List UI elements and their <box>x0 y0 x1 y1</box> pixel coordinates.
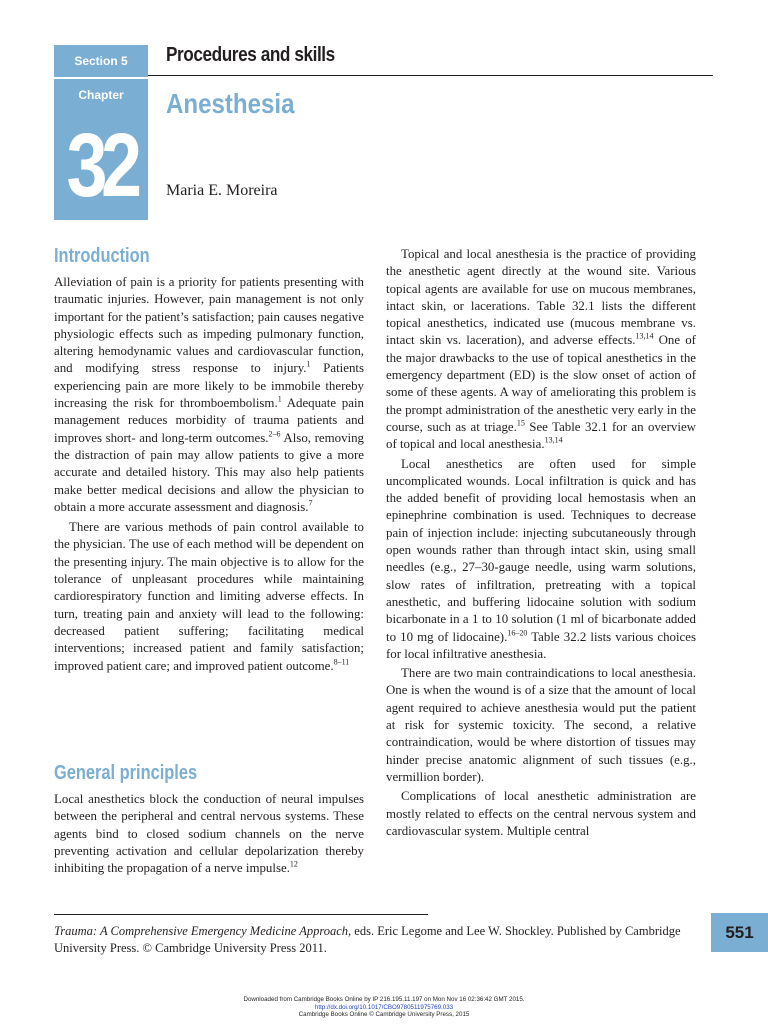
text-run: Also, removing the distraction of pain may allow patients to give a more accurate and detailed history. This may also help patients make better medical decisions and allow the physician to obtain a more accurate assessment and diagnosis. <box>54 430 364 514</box>
citation-ref: 1 <box>277 394 282 404</box>
intro-paragraph-2 <box>54 519 364 675</box>
right-paragraph-1 <box>386 246 696 454</box>
chapter-label: Chapter <box>78 88 124 102</box>
download-notice <box>0 996 768 1019</box>
text-run: Adequate pain management reduces morbidity of trauma patients and improves short- and long-term outcomes. <box>54 396 364 445</box>
book-title: Trauma: A Comprehensive Emergency Medicine Approach <box>54 924 349 938</box>
citation-footer <box>54 923 696 957</box>
author-name: Maria E. Moreira <box>166 182 278 199</box>
general-principles-text <box>54 791 364 877</box>
general-principles-heading: General principles <box>54 762 198 784</box>
right-paragraph-2 <box>386 456 696 664</box>
citation-text: , eds. Eric Legome and Lee W. Shockley. Published by Cambridge University Press. © Cambridge University Press 2011. <box>54 924 681 955</box>
right-paragraph-3: There are two main contraindications to local anesthesia. One is when the wound is of a size that the amount of local agent required to achieve anesthesia would put the patient at risk for systemic toxicity. The second, a relative contraindication, would be where distortion of tissues may hinder precise anatomic alignment of such tissues (e.g., vermillion border). <box>386 666 696 784</box>
header-rule <box>148 75 713 76</box>
chapter-box <box>54 79 148 220</box>
page-number: 551 <box>725 922 754 942</box>
citation-ref: 13,14 <box>544 435 563 445</box>
footer-rule <box>54 914 428 915</box>
copyright-line: Cambridge Books Online © Cambridge University Press, 2015 <box>298 1011 470 1018</box>
right-column-text <box>386 246 696 840</box>
text-run: There are various methods of pain control available to the physician. The use of each method will be dependent on the presenting injury. The main objective is to allow for the tolerance of unpleasant procedures while maintaining cardiorespiratory function and limiting adverse effects. In turn, treating pain and anxiety will lead to the following: decreased patient suffering; facilitating medical interventions; increased patient and family satisfaction; improved patient care; and improved patient outcome. <box>54 520 364 673</box>
text-run: Alleviation of pain is a priority for patients presenting with traumatic injuries. However, pain management is not only important for the patient’s satisfaction; pain causes negative physiologic effects such as impeding pulmonary function, altering hemodynamic values and cardiovascular function, and modifying stress response to injury. <box>54 275 364 376</box>
text-run: See Table 32.1 for an overview of topical and local anesthesia. <box>386 419 696 452</box>
chapter-number: 32 <box>66 116 136 216</box>
citation-ref: 13,14 <box>635 332 654 342</box>
right-paragraph-4: Complications of local anesthetic administration are mostly related to effects on the central nervous system and cardiovascular system. Multiple central <box>386 789 696 838</box>
introduction-heading: Introduction <box>54 245 150 267</box>
page-number-box <box>711 913 768 952</box>
citation-ref: 7 <box>308 498 313 508</box>
section-label-box <box>54 45 148 77</box>
text-run: Table 32.2 lists various choices for local infiltrative anesthesia. <box>386 629 697 661</box>
citation-ref: 16–20 <box>507 628 528 638</box>
citation-ref: 12 <box>289 859 298 869</box>
section-title: Procedures and skills <box>166 44 335 66</box>
gp-paragraph-1 <box>54 791 364 877</box>
download-line: Downloaded from Cambridge Books Online by IP 216.195.11.197 on Mon Nov 16 02:36:42 GMT 2015. <box>243 996 525 1003</box>
section-label: Section 5 <box>74 54 128 68</box>
text-run: Topical and local anesthesia is the practice of providing the anesthetic agent directly at the wound site. Various topical agents are available for use on mucous membranes, intact skin, or lacerations. Table 32.1 lists the different topical anesthetics, indicated use (mucous membrane vs. intact skin vs. laceration), and adverse effects. <box>386 247 696 348</box>
chapter-title: Anesthesia <box>166 88 295 119</box>
text-run: One of the major drawbacks to the use of topical anesthetics in the emergency department (ED) is the slow onset of action of some of these agents. A way of ameliorating this problem is the prompt administration of the anesthetic very early in the course, such as at triage. <box>386 333 696 434</box>
introduction-text <box>54 274 364 675</box>
text-run: Local anesthetics are often used for simple uncomplicated wounds. Local infiltration is quick and has the added benefit of providing local hemostasis when an epinephrine combination is used. Techniques to decrease pain of injection include: injecting subcutaneously through open wounds rather than through intact skin, using small needles (e.g., 27–30-gauge needle, using warm solutions, slow rates of infiltration, pretreating with a topical anesthetic, and buffering lidocaine solution with sodium bicarbonate in a 1 to 10 solution (1 ml of bicarbonate added to 10 mg of lidocaine). <box>386 456 696 644</box>
text-run: Patients experiencing pain are more likely to be immobile thereby increasing the risk for thromboembolism. <box>54 361 364 411</box>
citation-ref: 1 <box>306 360 311 370</box>
citation-ref: 8–11 <box>333 657 350 667</box>
citation-ref: 15 <box>516 418 525 428</box>
text-run: Local anesthetics block the conduction of neural impulses between the peripheral and central nervous systems. These agents bind to closed sodium channels on the nerve preventing activation and cellular depolarization thereby inhibiting the propagation of a nerve impulse. <box>54 792 364 876</box>
doi-link[interactable]: http://dx.doi.org/10.1017/CBO9780511975769.033 <box>314 1003 454 1011</box>
intro-paragraph-1 <box>54 274 364 516</box>
citation-ref: 2–6 <box>268 429 281 439</box>
